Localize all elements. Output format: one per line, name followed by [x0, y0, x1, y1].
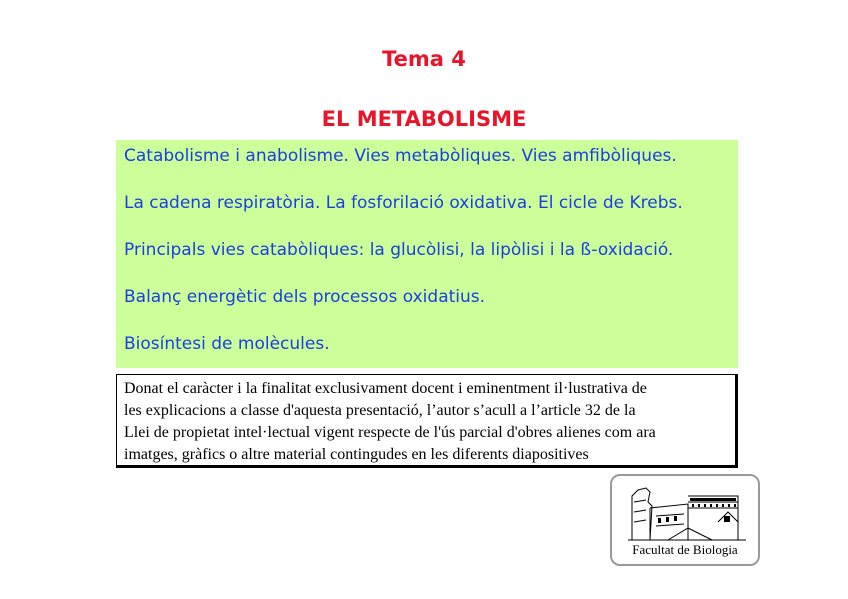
- topic-item: Balanç energètic dels processos oxidatius.: [124, 287, 486, 307]
- topic-item: Biosíntesi de molècules.: [124, 334, 330, 354]
- page-title: EL METABOLISME: [321, 107, 527, 131]
- notice-line: les explicacions a classe d'aquesta presentació, l’autor s’acull a l’article 32 de la: [124, 402, 636, 419]
- notice-line: imatges, gràfics o altre material contingudes en les diferents diapositives: [124, 446, 589, 463]
- topic-item: Principals vies catabòliques: la glucòlisi, la lipòlisi i la ß-oxidació.: [124, 240, 674, 260]
- topic-item: La cadena respiratòria. La fosforilació oxidativa. El cicle de Krebs.: [124, 193, 683, 213]
- building-icon: [628, 482, 746, 542]
- topic-number: Tema 4: [382, 47, 466, 71]
- notice-line: Donat el caràcter i la finalitat exclusivament docent i eminentment il·lustrativa de: [124, 380, 647, 397]
- notice-line: Llei de propietat intel·lectual vigent respecte de l'ús parcial d'obres alienes com ara: [124, 424, 656, 441]
- copyright-notice: [116, 374, 738, 468]
- faculty-logo: [610, 474, 760, 566]
- topic-item: Catabolisme i anabolisme. Vies metabòliques. Vies amfibòliques.: [124, 146, 677, 166]
- topics-box: [116, 140, 738, 368]
- logo-caption: Facultat de Biologia: [632, 542, 738, 557]
